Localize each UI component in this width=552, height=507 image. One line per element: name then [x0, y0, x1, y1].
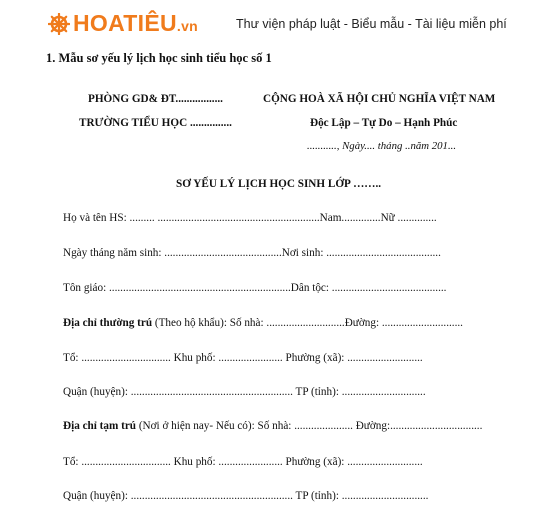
- temporary-ward-row: Tổ: ................................ Khu phố: ....................... Phường (xã): ...........................: [63, 456, 423, 468]
- student-name-row: Họ và tên HS: ......... ..........................................................Nam..............Nữ ..............: [63, 212, 437, 224]
- logo-main-text: HOATIÊU: [73, 10, 177, 36]
- country-name: CỘNG HOÀ XÃ HỘI CHỦ NGHĨA VIỆT NAM: [263, 93, 496, 105]
- site-header: [0, 0, 552, 48]
- ship-wheel-logo-icon: [48, 13, 70, 35]
- temporary-address-label: Địa chỉ tạm trú: [63, 420, 137, 432]
- form-title: SƠ YẾU LÝ LỊCH HỌC SINH LỚP ……..: [176, 178, 382, 190]
- permanent-ward-row: Tổ: ................................ Khu phố: ....................... Phường (xã): ...........................: [63, 352, 423, 364]
- logo-suffix-text: .vn: [176, 18, 199, 34]
- permanent-address-details: (Theo hộ khẩu): Số nhà: ............................Đường: .............................: [154, 317, 463, 329]
- site-tagline: Thư viện pháp luật - Biểu mẫu - Tài liệu miễn phí: [236, 17, 507, 31]
- temporary-address-row: [63, 419, 482, 433]
- permanent-district-row: Quận (huyện): .......................................................... TP (tỉnh): ..............................: [63, 386, 426, 398]
- date-line: ..........., Ngày.... tháng ..năm 201...: [307, 140, 457, 152]
- religion-ethnicity-row: Tôn giáo: .................................................................Dân tộc: .........................................: [63, 282, 447, 294]
- birth-info-row: Ngày tháng năm sinh: ..........................................Nơi sinh: .........................................: [63, 247, 441, 259]
- temporary-district-row: Quận (huyện): .......................................................... TP (tỉnh): ...............................: [63, 490, 429, 502]
- section-title: 1. Mẫu sơ yếu lý lịch học sinh tiểu học số 1: [46, 51, 272, 65]
- permanent-address-label: Địa chỉ thường trú: [63, 317, 153, 329]
- department-line: PHÒNG GD& ĐT.................: [88, 93, 223, 105]
- permanent-address-row: [63, 316, 463, 330]
- school-line: TRƯỜNG TIỂU HỌC ...............: [79, 117, 232, 129]
- national-motto: Độc Lập – Tự Do – Hạnh Phúc: [310, 117, 458, 129]
- temporary-address-details: (Nơi ở hiện nay- Nếu có): Số nhà: ..................... Đường:.................................: [138, 420, 483, 432]
- site-logo[interactable]: [73, 10, 198, 39]
